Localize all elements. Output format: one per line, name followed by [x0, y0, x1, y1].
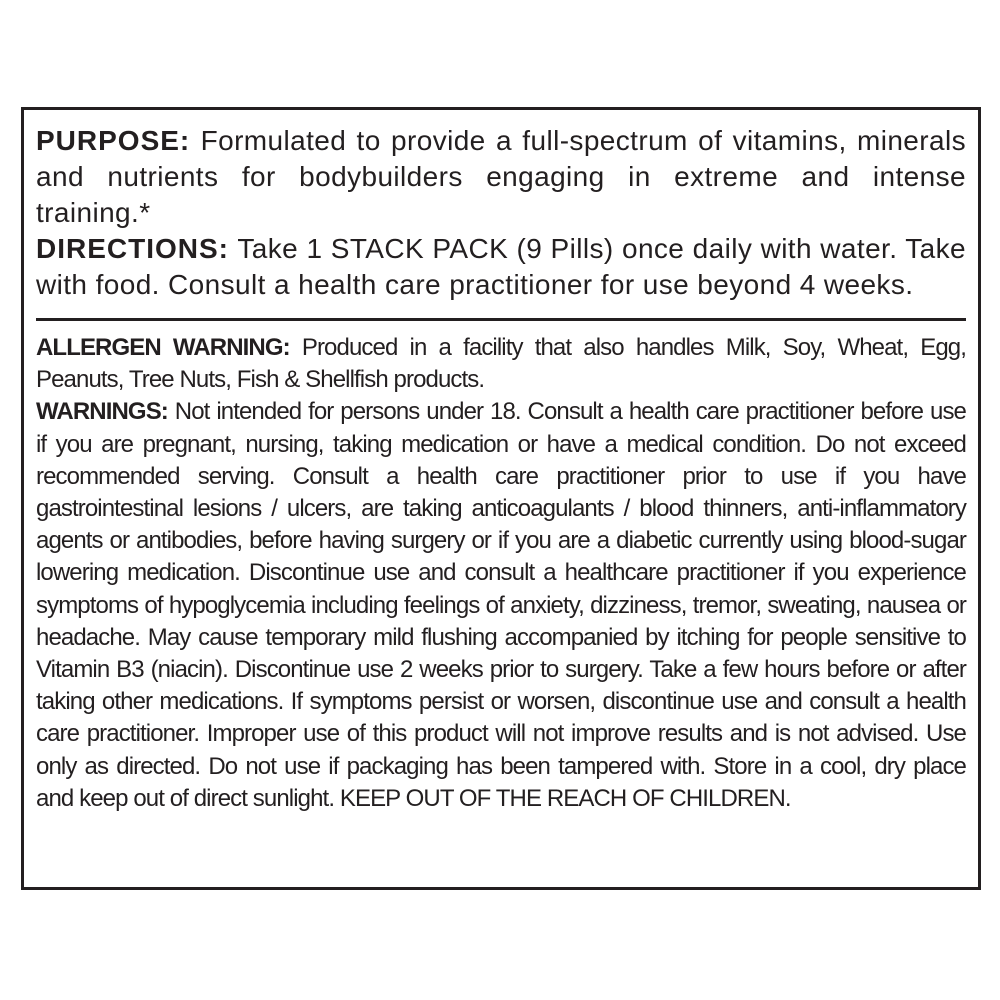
- warnings-text: Not intended for persons under 18. Consult a health care practitioner before use if you are pregnant, nursing, taking medication or have a medical condition. Do not exceed recommended serving. Consult a health care practitioner prior to use if you have gastrointestinal lesions / ulcers, are taking anticoagulants / blood thinners, anti-inflammatory agents or antibodies, before having surgery or if you are a diabetic currently using blood-sugar lowering medication. Discontinue use and consult a healthcare practitioner if you experience symptoms of hypoglycemia including feelings of anxiety, dizziness, tremor, sweating, nausea or headache. May cause temporary mild flushing accompanied by itching for people sensitive to Vitamin B3 (niacin). Discontinue use 2 weeks prior to surgery. Take a few hours before or after taking other medications. If symptoms persist or worsen, discontinue use and consult a health care practitioner. Improper use of this product will not improve results and is not advised. Use only as directed. Do not use if packaging has been tampered with. Store in a cool, dry place and keep out of direct sunlight. KEEP OUT OF THE REACH OF CHILDREN.: [36, 398, 966, 812]
- allergen-warning-text: Produced in a facility that also handles Milk, Soy, Wheat, Egg, Peanuts, Tree Nuts, Fish & Shellfish products.: [36, 334, 966, 394]
- purpose-text: Formulated to provide a full-spectrum of vitamins, minerals and nutrients for bodybuilders engaging in extreme and intense training.*: [36, 125, 966, 228]
- warnings-section: [36, 332, 966, 815]
- allergen-warning-heading: ALLERGEN WARNING:: [36, 334, 290, 361]
- directions-text: Take 1 STACK PACK (9 Pills) once daily with water. Take with food. Consult a health care practitioner for use beyond 4 weeks.: [36, 233, 966, 300]
- allergen-warning-paragraph: [36, 332, 966, 396]
- section-divider: [36, 318, 966, 321]
- purpose-heading: PURPOSE:: [36, 125, 191, 156]
- purpose-paragraph: [36, 123, 966, 231]
- directions-paragraph: [36, 231, 966, 303]
- supplement-label-panel: [21, 107, 981, 890]
- usage-section: [36, 123, 966, 303]
- warnings-heading: WARNINGS:: [36, 398, 168, 426]
- directions-heading: DIRECTIONS:: [36, 233, 229, 264]
- warnings-paragraph: [36, 396, 966, 815]
